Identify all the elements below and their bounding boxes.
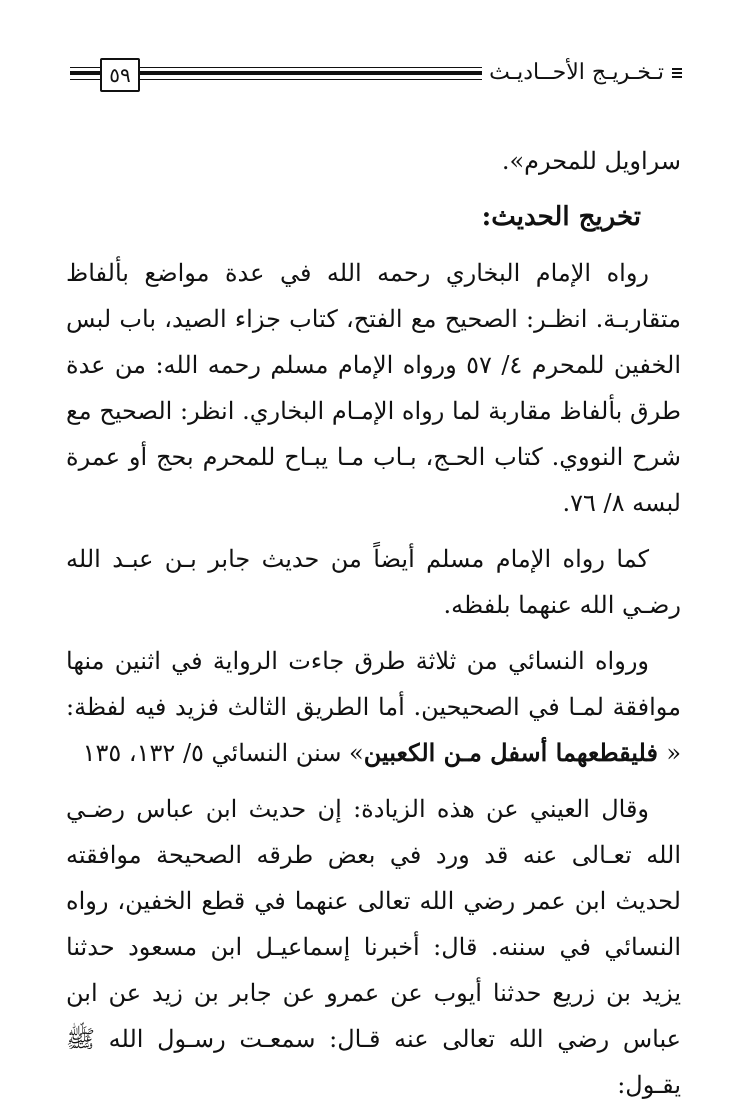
paragraph-bukhari-muslim: رواه الإمام البخاري رحمه الله في عدة مواضع بألفاظ متقاربـة. انظـر: الصحيح مع الفتح، كتاب جزاء الصيد، باب لبس الخفين للمحرم ٤/ ٥٧ ورواه الإمام مسلم رحمه الله: من عدة طرق بألفاظ مقاربة لما رواه الإمـام البخاري. انظر: الصحيح مع شرح النووي. كتاب الحـج، بـاب مـا يبـاح للمحرم بحج أو عمرة لبسه ٨/ ٧٦. [66,259,681,517]
paragraph-aini: وقال العيني عن هذه الزيادة: إن حديث ابن عباس رضـي الله تعـالى عنه قد ورد في بعض طرقه الصحيحة موافقته لحديث ابن عمر رضي الله تعالى عنهما في قطع الخفين، رواه النسائي في سننه. قال: أخبرنا إسماعيـل ابن مسعود حدثنا يزيد بن زريع حدثنا أيوب عن عمرو عن جابر بن زيد عن ابن عباس رضي الله تعالى عنه قـال: سمعـت رسـول الله ﷺ يقـول: [66,795,681,1099]
paragraph-nasai [66,638,681,776]
paragraph-jabir: كما رواه الإمام مسلم أيضاً من حديث جابر بـن عبـد الله رضـي الله عنهما بلفظه. [66,545,681,619]
header-rule-left [70,66,100,84]
paragraph-continuation: سراويل للمحرم». [501,147,681,175]
running-header [70,58,682,94]
page-number: ٥٩ [100,58,140,92]
header-bullet-icon [672,66,682,80]
page-body [66,138,681,1118]
header-title-text: تـخـريـج الأحــاديـث [489,60,664,85]
header-title [489,60,682,85]
nasai-quote-bold: فليقطعهما أسفل مـن الكعبين [363,738,667,767]
header-rule [136,66,482,84]
nasai-text-end: » سنن النسائي ٥/ ١٣٢، ١٣٥ [82,739,364,767]
section-heading: تخريج الحديث: [481,202,641,232]
nasai-text-start: ورواه النسائي من ثلاثة طرق جاءت الرواية في اثنين منها موافقة لمـا في الصحيحين. أما الطريق الثالث فزيد فيه لفظة: « [66,647,681,767]
